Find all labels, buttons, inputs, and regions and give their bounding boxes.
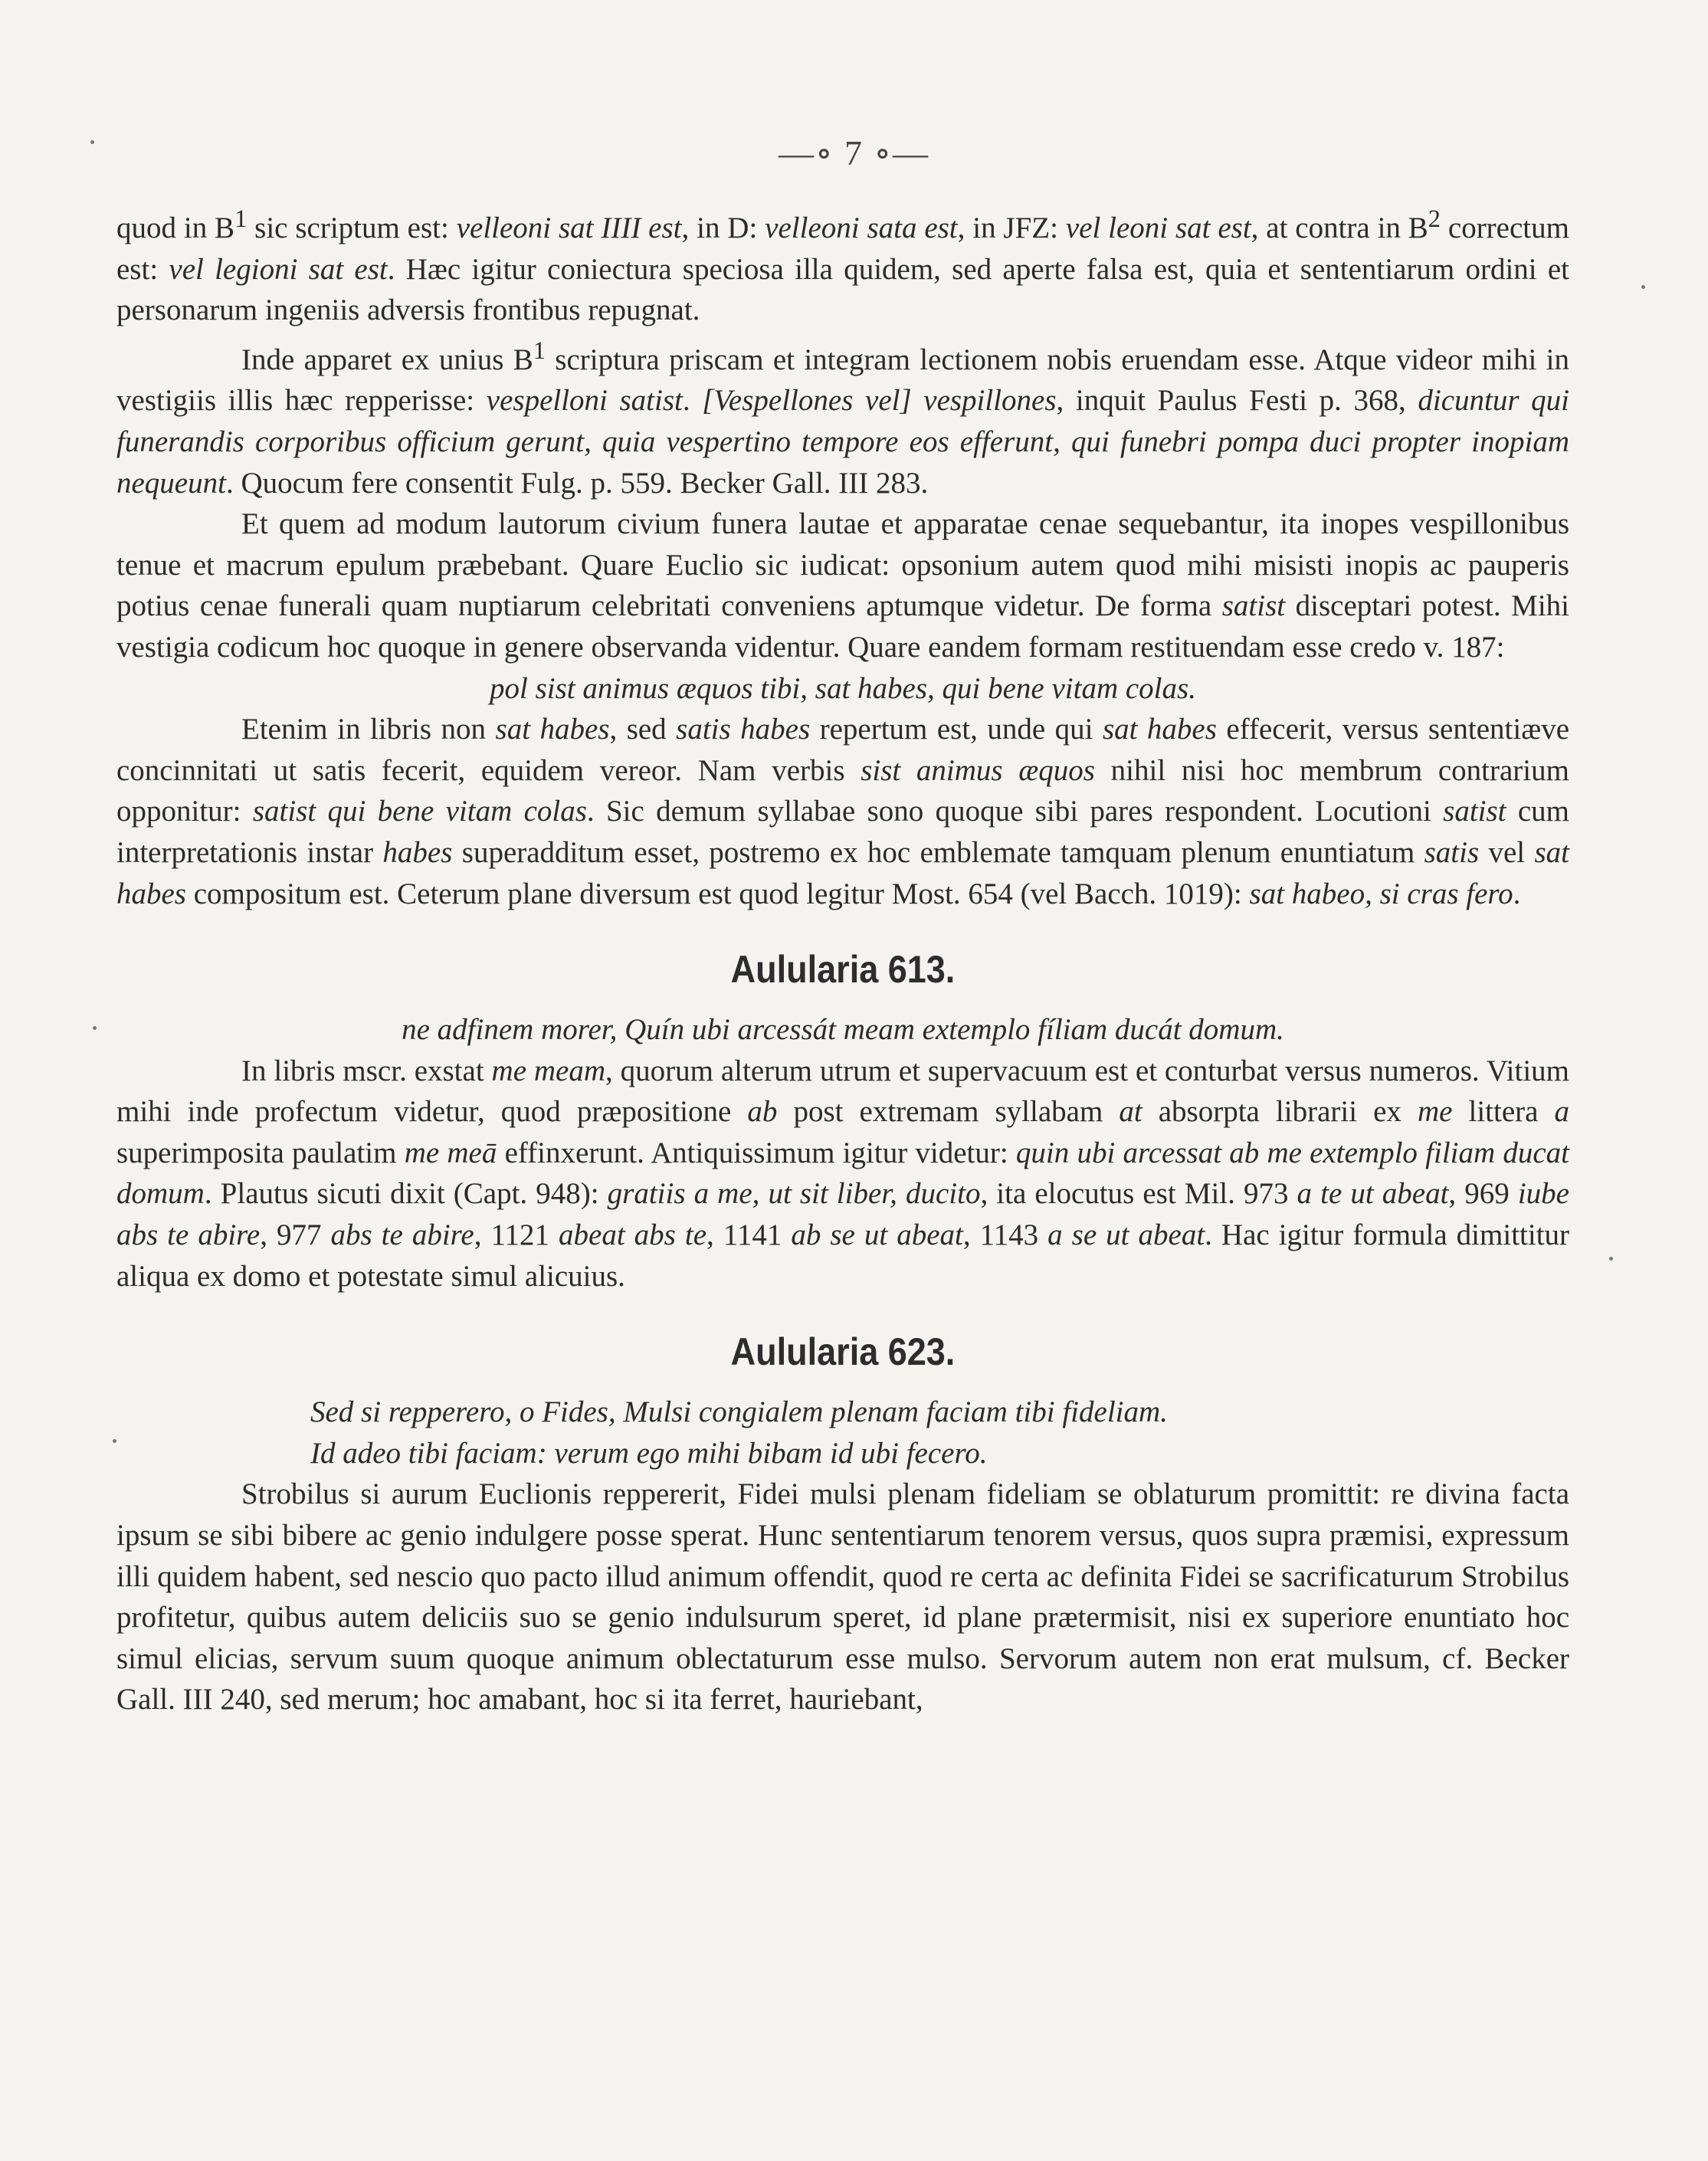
scan-speck [93,1026,97,1030]
scan-speck [1641,285,1645,289]
text-body [116,199,1569,1720]
verse-line: Sed si repperero, o Fides, Mulsi congialem plenam faciam tibi fideliam. [310,1395,1168,1429]
scan-speck [113,1439,116,1443]
verse-line: ne adfinem morer, Quín ubi arcessát meam extemplo fíliam ducát domum. [402,1013,1284,1047]
section-heading: Aulularia 613. [730,948,956,992]
scan-speck [90,140,94,144]
verse-line: pol sist animus æquos tibi, sat habes, qui bene vitam colas. [490,671,1196,705]
paragraph: quod in $B^1$ sic scriptum est: velleoni sat IIII est, in D: velleoni sata est, in JFZ: vel leoni sat est, at contra in $B^2$ correctum est: vel legioni sat est. Hæc igitur coniectura speciosa illa quidem, sed aperte falsa est, quia et sententiarum ordini et personarum ingeniis adversis frontibus repugnat. [116,205,1569,327]
paragraph: Etenim in libris non sat habes, sed satis habes repertum est, unde qui sat habes effecerit, versus sententiæve concinnitati ut satis fecerit, equidem vereor. Nam verbis sist animus æquos nihil nisi hoc membrum contrarium opponitur: satist qui bene vitam colas. Sic demum syllabae sono quoque sibi pares respondent. Locutioni satist cum interpretationis instar habes superadditum esset, postremo ex hoc emblemate tamquam plenum enuntiatum satis vel sat habes compositum est. Ceterum plane diversum est quod legitur Most. 654 (vel Bacch. 1019): sat habeo, si cras fero. [116,713,1570,910]
paragraph: Inde apparet ex unius $B^1$ scriptura priscam et integram lectionem nobis eruendam esse. Atque videor mihi in vestigiis illis hæc repperisse: vespelloni satist. [Vespellones vel] vespillones, inquit Paulus Festi p. 368, dicuntur qui funerandis corporibus officium gerunt, quia vespertino tempore eos efferunt, qui funebri pompa duci propter inopiam nequeunt. Quocum fere consentit Fulg. p. 559. Becker Gall. III 283. [116,336,1570,500]
running-header: —∘ 7 ∘— [778,133,930,172]
scan-speck [1609,1257,1613,1261]
paragraph: In libris mscr. exstat me meam, quorum alterum utrum et supervacuum est et conturbat versus numeros. Vitium mihi inde profectum videtur, quod præpositione ab post extremam syllabam at absorpta librarii ex me littera a superimposita paulatim me meā effinxerunt. Antiquissimum igitur videtur: quin ubi arcessat ab me extemplo filiam ducat domum. Plautus sicuti dixit (Capt. 948): gratiis a me, ut sit liber, ducito, ita elocutus est Mil. 973 a te ut abeat, 969 iube abs te abire, 977 abs te abire, 1121 abeat abs te, 1141 ab se ut abeat, 1143 a se ut abeat. Hac igitur formula dimittitur aliqua ex domo et potestate simul alicuius. [116,1054,1570,1293]
paragraph: Strobilus si aurum Euclionis reppererit, Fidei mulsi plenam fideliam se oblaturum promittit: re divina facta ipsum se sibi bibere ac genio indulgere posse sperat. Hunc sententiarum tenorem versus, quos supra præmisi, expressum illi quidem habent, sed nescio quo pacto illud animum offendit, quod re certa ac definita Fidei se sacrificaturum Strobilus profitetur, quibus autem deliciis suo se genio indulsurum speret, id plane prætermisit, nisi ex superiore enuntiato hoc simul elicias, servum suum quoque animum oblectaturum esse mulso. Servorum autem non erat mulsum, cf. Becker Gall. III 240, sed merum; hoc amabant, hoc si ita ferret, hauriebant, [116,1477,1569,1717]
section-heading: Aulularia 623. [730,1330,956,1374]
paragraph: Et quem ad modum lautorum civium funera lautae et apparatae cenae sequebantur, ita inopes vespillonibus tenue et macrum epulum præbebant. Quare Euclio sic iudicat: opsonium autem quod mihi misisti inopis ac pauperis potius cenae funerali quam nuptiarum celebritati conveniens aptumque videtur. De forma satist disceptari potest. Mihi vestigia codicum hoc quoque in genere observanda videntur. Quare eandem formam restituendam esse credo v. 187: [116,507,1570,664]
verse-line: Id adeo tibi faciam: verum ego mihi bibam id ubi fecero. [310,1436,988,1470]
